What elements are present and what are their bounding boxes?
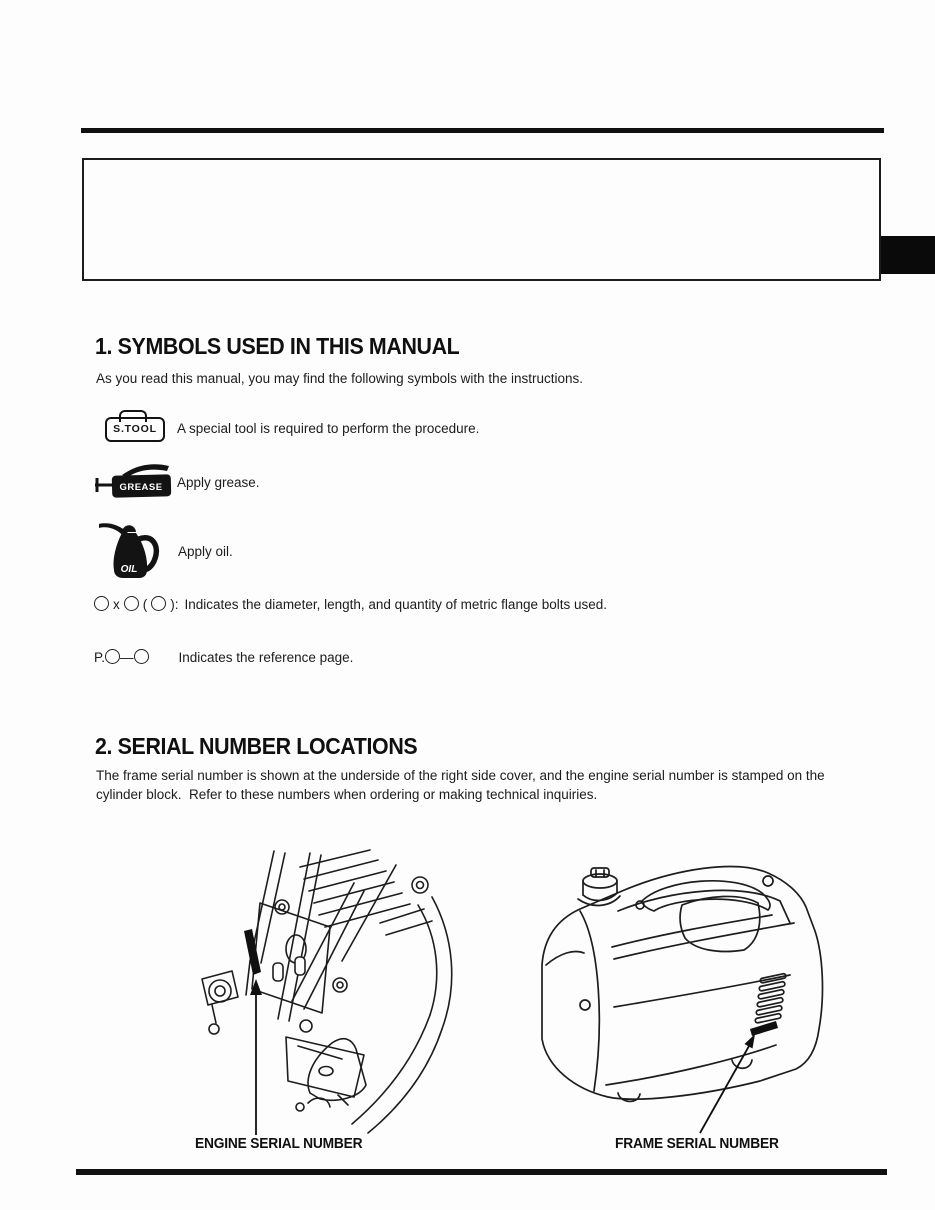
section1-intro: As you read this manual, you may find the following symbols with the instructions. bbox=[96, 371, 583, 386]
page-to-circle-icon bbox=[134, 649, 149, 664]
engine-serial-mark bbox=[244, 929, 261, 975]
page-ref-prefix: P. bbox=[94, 650, 106, 665]
bolt-paren-open: ( bbox=[142, 597, 148, 612]
engine-illustration bbox=[190, 843, 462, 1140]
grease-gun-icon bbox=[92, 462, 176, 507]
frame-arrow-head bbox=[745, 1034, 756, 1049]
frame-caption: FRAME SERIAL NUMBER bbox=[615, 1136, 779, 1152]
frame-serial-mark bbox=[750, 1021, 778, 1036]
bolt-x-separator: x bbox=[113, 597, 120, 612]
diameter-circle-icon bbox=[94, 596, 109, 611]
special-tool-badge-icon bbox=[105, 417, 165, 442]
grease-description: Apply grease. bbox=[177, 475, 260, 490]
bolt-notation-row bbox=[94, 596, 607, 612]
oil-can-icon bbox=[97, 517, 165, 586]
special-tool-description: A special tool is required to perform the procedure. bbox=[177, 421, 480, 436]
oil-description: Apply oil. bbox=[178, 544, 233, 559]
page-ref-dash: — bbox=[120, 650, 134, 665]
grease-gun-label: GREASE bbox=[119, 482, 163, 493]
length-circle-icon bbox=[124, 596, 139, 611]
bottom-rule bbox=[76, 1169, 887, 1175]
oil-can-label: OIL bbox=[120, 564, 138, 575]
frame-leader-line bbox=[700, 1046, 749, 1133]
engine-caption: ENGINE SERIAL NUMBER bbox=[195, 1136, 363, 1152]
generator-illustration bbox=[522, 843, 837, 1140]
thumb-index-tab bbox=[881, 236, 935, 274]
page-ref-text: Indicates the reference page. bbox=[178, 650, 354, 665]
page-from-circle-icon bbox=[105, 649, 120, 664]
top-rule bbox=[81, 128, 884, 133]
section1-heading: 1. SYMBOLS USED IN THIS MANUAL bbox=[95, 333, 460, 359]
special-tool-badge-label: S.TOOL bbox=[113, 423, 157, 435]
quantity-circle-icon bbox=[151, 596, 166, 611]
section2-heading: 2. SERIAL NUMBER LOCATIONS bbox=[95, 733, 418, 759]
bolt-notation-text: Indicates the diameter, length, and quantity of metric flange bolts used. bbox=[184, 597, 608, 612]
page-ref-row bbox=[94, 649, 353, 665]
notice-box bbox=[82, 158, 881, 281]
bolt-paren-close: ): bbox=[170, 597, 179, 612]
section2-body-line1: The frame serial number is shown at the underside of the right side cover, and the engine serial number is stamped on the bbox=[96, 768, 825, 783]
section2-body-line2: cylinder block. Refer to these numbers when ordering or making technical inquiries. bbox=[96, 787, 598, 802]
